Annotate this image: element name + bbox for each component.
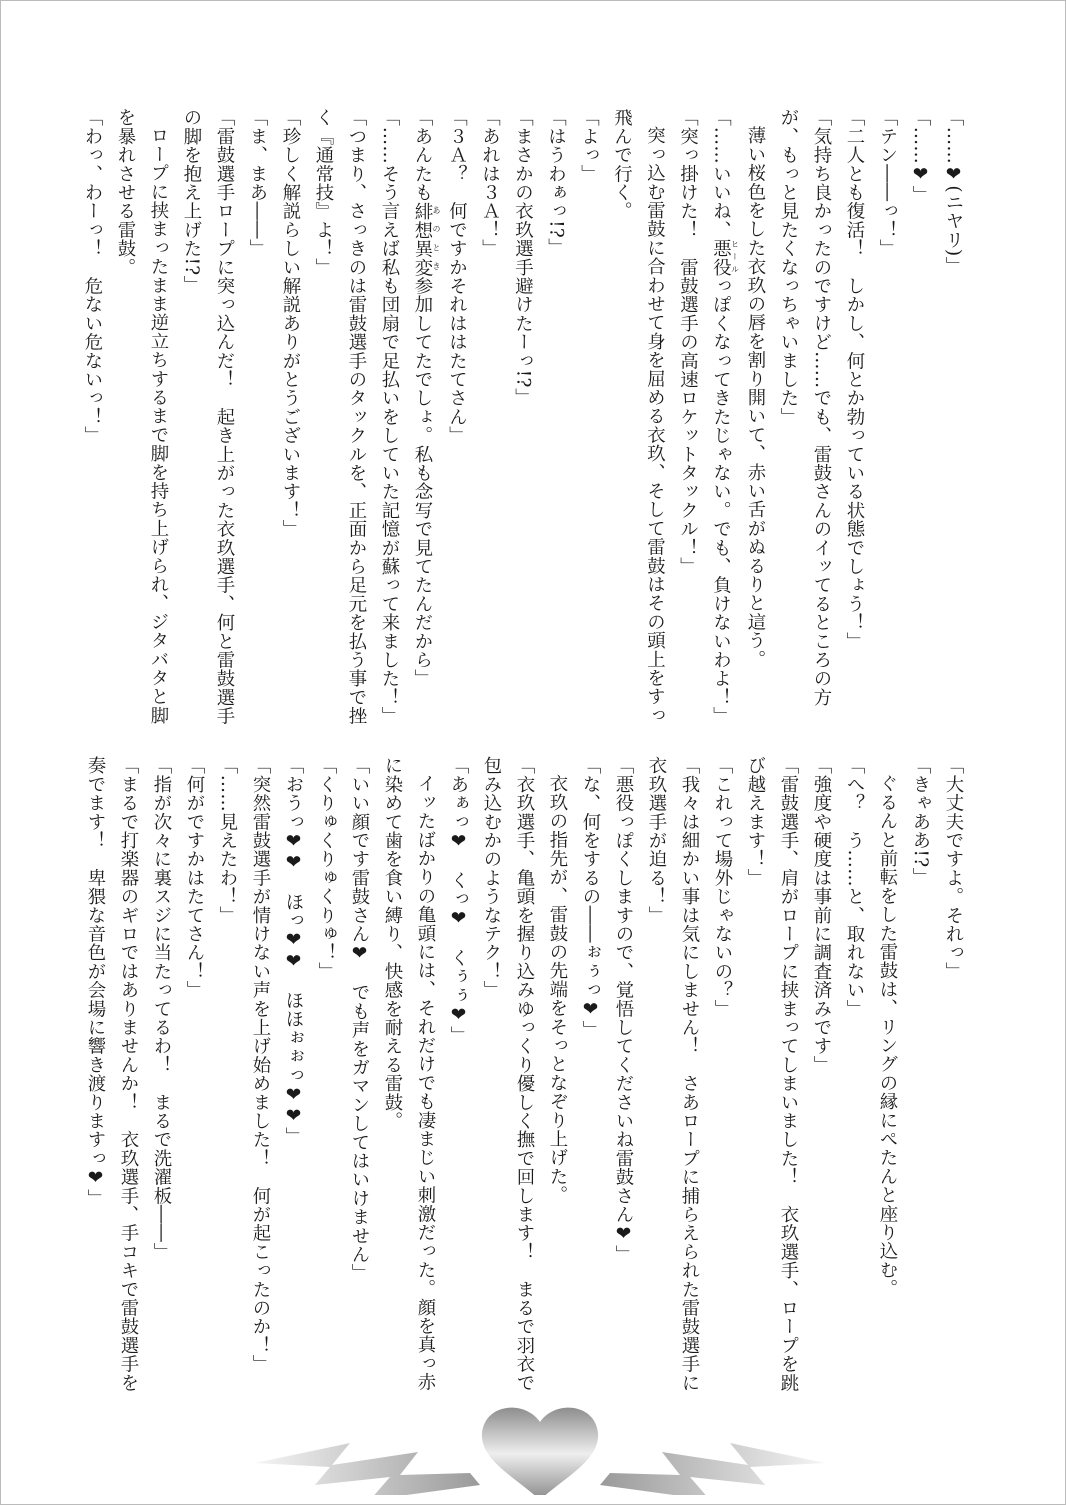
paragraph: 「おうっ❤❤ ほっ❤❤ ほほぉぉっ❤❤」 [283,756,304,1146]
paragraph: 「大丈夫ですよ。それっ」 [943,756,964,981]
paragraph: 「テン――っ！」 [877,108,898,258]
paragraph-text: 参加してたでしょ。私も念写で見てたんだから」 [412,276,433,688]
paragraph: 「珍しく解説らしい解説ありがとうございます！」 [280,108,301,539]
paragraph: 「これって場外じゃないの？」 [712,756,733,1018]
paragraph: 突っ込む雷鼓に合わせて身を屈める衣玖、そして雷鼓はその頭上をすっ飛んで行く。 [611,108,666,725]
paragraph: 「３Ａ？ 何ですかそれははたてさん」 [446,108,468,445]
ruby-text: あのとき [432,201,441,277]
paragraph: 「あれは３Ａ！」 [479,108,501,258]
text-block-bottom [85,756,970,1392]
ruby-base: 緋想異変 [412,201,433,277]
paragraph: 「悪役っぽくしますので、覚悟してくださいね雷鼓さん❤」 [613,756,634,1264]
paragraph: 衣玖の指先が、雷鼓の先端をそっとなぞり上げた。 [547,774,568,1205]
ruby-annotation [412,201,441,277]
heart-with-lightning-icon [240,1385,840,1495]
paragraph: 「雷鼓選手ロープに突っ込んだ！ 起き上がった衣玖選手、何と雷鼓選手の脚を抱え上げた!?」 [181,108,235,726]
paragraph: 「ま、まあ――」 [247,108,268,258]
paragraph: 「まるで打楽器のギロではありませんか！ 衣玖選手、手コキで雷鼓選手を奏でます！ 卑猥な音色が会場に響き渡りますっ❤」 [85,756,139,1392]
paragraph-text: っぽくなってきたじゃない。でも、負けないわよ！」 [710,276,732,726]
paragraph: 「つまり、さっきのは雷鼓選手のタックルを、正面から足元を払う事で挫く『通常技』よ！」 [313,108,367,726]
paragraph: 「いい顔です雷鼓さん❤ でも声をガマンしてはいけません」 [349,756,370,1283]
paragraph [705,108,740,740]
paragraph: 「わっ、わーっ！ 危ない危ないっ！」 [82,108,103,445]
paragraph: 「衣玖選手、亀頭を握り込みゆっくり優しく撫で回します！ まるで羽衣で包み込むかのようなテク！」 [481,756,535,1392]
paragraph: 「……そう言えば私も団扇で足払いをしていた記憶が蘇って来ました！」 [379,108,400,726]
paragraph: 「……❤(ニヤリ)」 [943,108,964,276]
lightning-left-icon [255,1443,480,1495]
paragraph: ロープに挟まったまま逆立ちするまで脚を持ち上げられ、ジタバタと脚を暴れさせる雷鼓。 [115,108,169,725]
ruby-annotation [710,238,740,277]
paragraph: 「二人とも復活！ しかし、何とか勃っている状態でしょう！」 [844,108,865,651]
lightning-right-icon [600,1443,825,1495]
paragraph: 「……❤」 [910,108,931,205]
paragraph: 「あぁっ❤ くっ❤ くぅぅ❤」 [448,756,469,1045]
paragraph: 「突然雷鼓選手が情けない声を上げ始めました！ 何が起こったのか！」 [250,756,271,1374]
paragraph: 「はうわぁっ!?」 [545,108,567,257]
paragraph: 「雷鼓選手、肩がロープに挟まってしまいました！ 衣玖選手、ロープを跳び越えます！」 [745,756,799,1392]
paragraph-text: 「……いいね、 [710,108,732,239]
heart-icon [482,1408,598,1495]
paragraph: 「気持ち良かったのですけど……でも、雷鼓さんのイッてるところの方が、もっと見たくなっちゃいました」 [778,108,832,707]
paragraph: 「強度や硬度は事前に調査済みです」 [811,756,832,1074]
text-block-top [82,108,970,740]
ruby-base: 悪役 [710,238,732,277]
paragraph: 「突っ掛けた！ 雷鼓選手の高速ロケットタックル！」 [677,108,699,576]
paragraph: 「指が次々に裏スジに当たってるわ！ まるで洗濯板――」 [151,756,172,1261]
ruby-text: ヒール [730,238,740,277]
paragraph [406,108,441,740]
paragraph: 「よっ」 [578,108,600,183]
paragraph: 「くりゅくりゅくりゅ！」 [316,756,337,981]
paragraph: 「我々は細かい事は気にしません！ さあロープに捕らえられた雷鼓選手に衣玖選手が迫る！」 [646,756,700,1392]
paragraph: 「な、何をするの――ぉぅっ❤」 [580,756,601,1040]
paragraph: 薄い桜色をした衣玖の唇を割り開いて、赤い舌がぬるりと這う。 [745,126,766,669]
paragraph: イッたばかりの亀頭には、それだけでも凄まじい刺激だった。顔を真っ赤に染めて歯を食い縛り、快感を耐える雷鼓。 [382,756,436,1392]
paragraph-text: 「あんたも [412,108,433,202]
paragraph: 「へ？ う……と、取れない」 [844,756,865,1018]
paragraph: 「……見えたわ！」 [217,756,238,925]
paragraph: 「何がですかはたてさん！」 [184,756,205,1000]
paragraph: ぐるんと前転をした雷鼓は、リングの縁にぺたんと座り込む。 [877,774,898,1298]
paragraph: 「きゃああ!?」 [910,756,931,887]
paragraph: 「まさかの衣玖選手避けたーっ!?」 [512,108,534,407]
